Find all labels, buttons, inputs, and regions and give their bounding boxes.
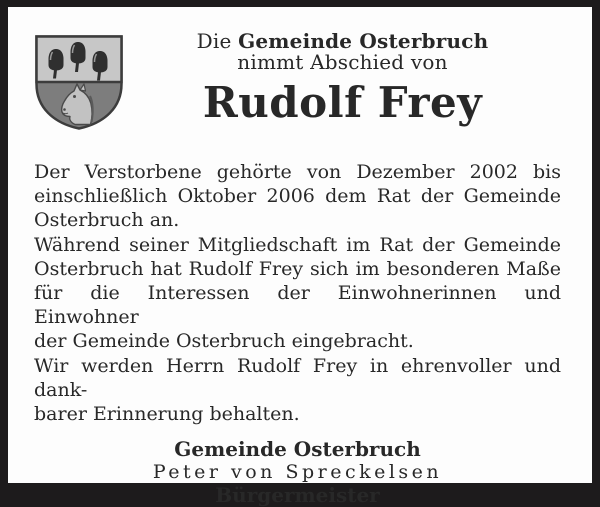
coat-of-arms (34, 34, 124, 131)
text-line: Der Verstorbene gehörte von Dezember 2002 bis (34, 161, 561, 183)
intro-organization: Gemeinde Osterbruch (238, 29, 489, 53)
intro-line-1 (124, 31, 561, 52)
text-line: Osterbruch an. (34, 209, 180, 231)
page-title: Rudolf Frey (202, 78, 483, 127)
notice-paragraph (34, 354, 561, 426)
notice-body (34, 160, 561, 426)
text-line: Osterbruch hat Rudolf Frey sich im besonderen Maße (34, 258, 561, 280)
header-text-block (124, 31, 561, 126)
signature-name: Peter von Spreckelsen (152, 461, 443, 483)
signature-block (34, 438, 561, 507)
text-line: für die Interessen der Einwohnerinnen und Einwohner (34, 282, 561, 328)
text-line: Wir werden Herrn Rudolf Frey in ehrenvoller und dank- (34, 355, 561, 401)
signature-title: Bürgermeister (215, 483, 380, 507)
notice-header (34, 31, 561, 131)
signature-organization: Gemeinde Osterbruch (174, 437, 421, 461)
intro-line-2: nimmt Abschied von (237, 50, 448, 74)
intro-prefix: Die (196, 29, 232, 53)
notice-content (8, 7, 592, 507)
text-line: der Gemeinde Osterbruch eingebracht. (34, 330, 414, 352)
notice-paragraph (34, 233, 561, 353)
notice-paragraph (34, 160, 561, 232)
text-line: barer Erinnerung behalten. (34, 403, 300, 425)
text-line: einschließlich Oktober 2006 dem Rat der Gemeinde (34, 185, 561, 207)
text-line: Während seiner Mitgliedschaft im Rat der Gemeinde (34, 234, 561, 256)
